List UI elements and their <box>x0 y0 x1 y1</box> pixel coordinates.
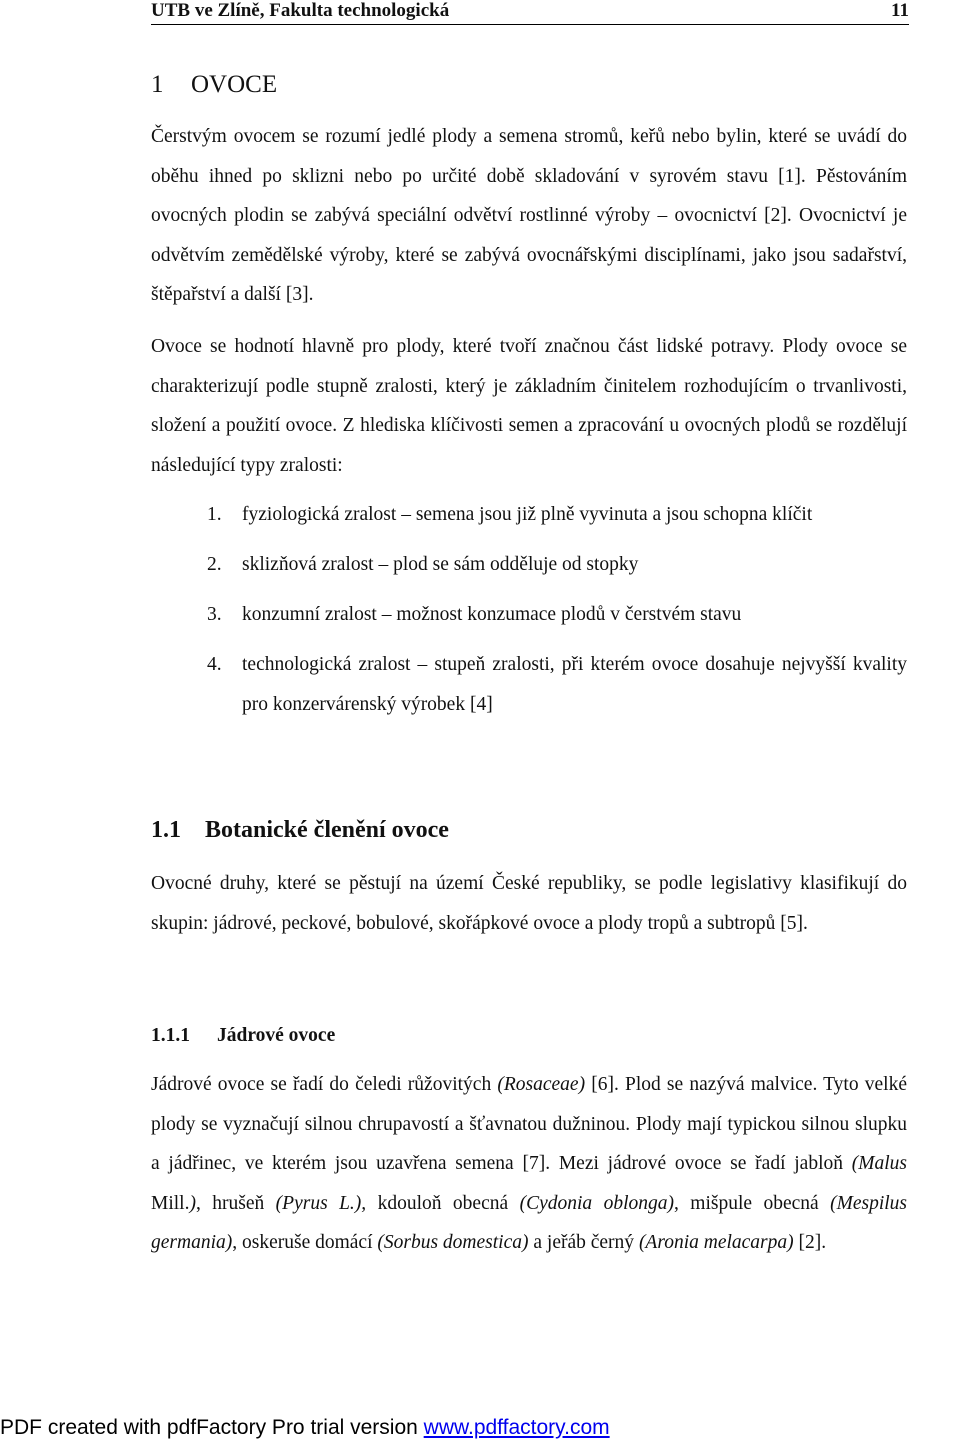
text-run: , hrušeň <box>195 1192 276 1214</box>
text-run: , oskeruše domácí <box>232 1232 378 1253</box>
paragraph-intro: Čerstvým ovocem se rozumí jedlé plody a semena stromů, keřů nebo bylin, které se uvádí do oběhu ihned po sklizni nebo po určité době skladování v syrovém stavu [1]. Pěstováním ovocných plodin se zabývá speciální odvětví rostlinné výroby – ovocnictví [2]. Ovocnictví je odvětvím zemědělské výroby, které se zabývá ovocnářskými disciplínami, jako jsou sadařství, štěpařství a další [3]. <box>151 126 907 305</box>
list-item-number: 4. <box>207 654 222 675</box>
section-heading <box>151 813 449 847</box>
paragraph-pome-fruit <box>151 1065 907 1263</box>
paragraph-classification: Ovocné druhy, které se pěstují na území České republiky, se podle legislativy klasifikují do skupin: jádrové, peckové, bobulové, skořápkové ovoce a plody tropů a subtropů [5]. <box>151 873 907 934</box>
page-number: 11 <box>891 0 909 21</box>
latin-name: (Cydonia oblonga) <box>519 1192 674 1214</box>
text-run: [6]. Plod se nazývá malvice. Tyto velké plody se vyznačují silnou chrupavostí a šťavnatou dužninou. Plody mají typickou silnou slupku a jádřinec, ve kterém jsou uzavřena semena [7]. Mezi jádrové ovoce se řadí jabloň <box>151 1074 907 1174</box>
list-item-text: technologická zralost – stupeň zralosti, při kterém ovoce dosahuje nejvyšší kvality pro konzervárenský výrobek [4] <box>242 654 907 715</box>
list-item-number: 1. <box>207 504 222 525</box>
chapter-heading <box>151 68 277 102</box>
header-title: UTB ve Zlíně, Fakulta technologická <box>151 0 450 21</box>
chapter-title: OVOCE <box>191 71 278 98</box>
section-title: Botanické členění ovoce <box>205 817 449 843</box>
latin-name: (Mespilus germania) <box>151 1192 907 1253</box>
text-run: Mill. <box>151 1192 190 1214</box>
latin-name: (Malus <box>851 1153 907 1174</box>
footer-text: PDF created with pdfFactory Pro trial version <box>0 1416 424 1439</box>
pdf-footer <box>0 1416 960 1444</box>
list-item-text: fyziologická zralost – semena jsou již plně vyvinuta a jsou schopna klíčit <box>242 504 813 525</box>
footer-link[interactable]: www.pdffactory.com <box>423 1416 610 1439</box>
running-header <box>151 0 909 25</box>
paragraph-ripeness: Ovoce se hodnotí hlavně pro plody, které tvoří značnou část lidské potravy. Plody ovoce se charakterizují podle stupně zralosti, který je základním činitelem rozhodujícím o trvanlivosti, složení a použití ovoce. Z hlediska klíčivosti semen a zpracování u ovocných plodů se rozdělují následující typy zralosti: <box>151 336 907 476</box>
subsection-heading <box>151 1021 335 1051</box>
subsection-title: Jádrové ovoce <box>217 1025 336 1046</box>
text-run: [2]. <box>793 1232 827 1253</box>
subsection-number: 1.1.1 <box>151 1025 190 1046</box>
latin-name: ) <box>189 1192 196 1214</box>
list-item-text: konzumní zralost – možnost konzumace plodů v čerstvém stavu <box>242 604 742 625</box>
text-run: a jeřáb černý <box>528 1232 639 1253</box>
list-item-text: sklizňová zralost – plod se sám odděluje od stopky <box>242 554 639 575</box>
text-run: kdouloň obecná <box>366 1192 520 1214</box>
latin-name: (Rosaceae) <box>497 1074 586 1095</box>
latin-name: (Aronia melacarpa) <box>638 1232 794 1253</box>
list-item-number: 3. <box>207 604 222 625</box>
chapter-number: 1 <box>151 71 164 98</box>
latin-name: (Sorbus domestica) <box>377 1232 529 1253</box>
list-item-number: 2. <box>207 554 222 575</box>
text-run: , mišpule obecná <box>673 1192 831 1214</box>
text-run: Jádrové ovoce se řadí do čeledi růžovitých <box>151 1074 498 1095</box>
section-number: 1.1 <box>151 817 181 843</box>
latin-name: (Pyrus L.), <box>275 1192 367 1214</box>
